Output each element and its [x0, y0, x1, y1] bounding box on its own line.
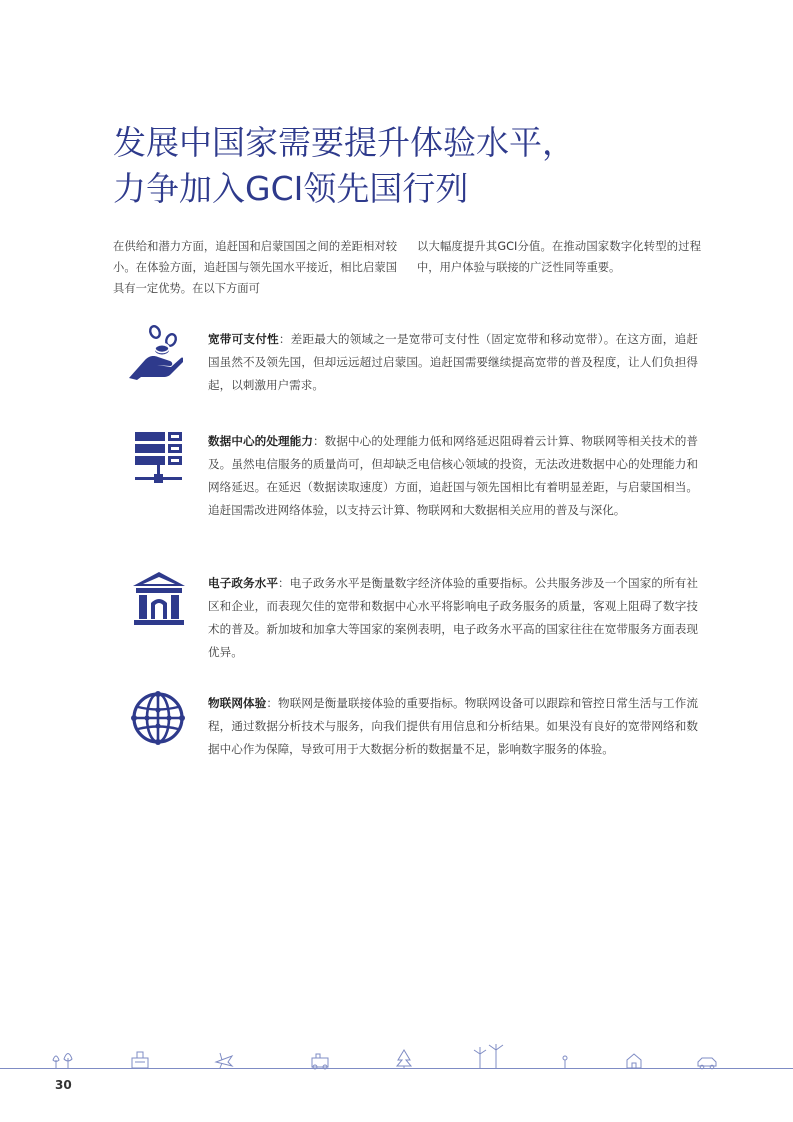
section-heading: 数据中心的处理能力	[208, 434, 314, 448]
title-line-2: 力争加入GCI领先国行列	[113, 169, 469, 208]
person-icon	[563, 1056, 567, 1068]
title-line-1: 发展中国家需要提升体验水平，	[113, 123, 575, 162]
footer-skyline-illustration	[0, 1044, 793, 1070]
section-e-government	[208, 572, 698, 664]
building-icon	[132, 1052, 148, 1068]
wind-turbine-icon	[474, 1044, 503, 1069]
section-broadband-affordability	[208, 328, 698, 397]
section-text: ：电子政务水平是衡量数字经济体验的重要指标。公共服务涉及一个国家的所有社区和企业，而表现欠佳的宽带和数据中心水平将影响电子政务服务的质量，客观上阻碍了数字技术的普及。新加坡和加拿大等国家的案例表明，电子政务水平高的国家往往在宽带服务方面表现优异。	[208, 576, 698, 659]
footer-divider	[0, 1068, 793, 1069]
factory-icon	[312, 1054, 328, 1069]
house-icon	[627, 1054, 641, 1068]
page-number: 30	[55, 1078, 72, 1092]
page-title	[113, 120, 753, 212]
section-heading: 电子政务水平	[208, 576, 279, 590]
hand-coins-icon	[127, 324, 183, 380]
tree-icon	[53, 1054, 72, 1069]
section-text: ：物联网是衡量联接体验的重要指标。物联网设备可以跟踪和管控日常生活与工作流程，通过数据分析技术与服务，向我们提供有用信息和分析结果。如果没有良好的宽带网络和数据中心作为保障，导致可用于大数据分析的数据量不足，影响数字服务的体验。	[208, 696, 698, 756]
section-data-center-processing	[208, 430, 698, 522]
intro-column-left: 在供给和潜力方面，追赶国和启蒙国国之间的差距相对较小。在体验方面，追赶国与领先国水平接近，相比启蒙国具有一定优势。在以下方面可	[113, 240, 397, 295]
section-iot-experience	[208, 692, 698, 761]
intro-column-right: 以大幅度提升其GCI分值。在推动国家数字化转型的过程中，用户体验与联接的广泛性同等重要。	[417, 240, 701, 274]
server-icon	[131, 430, 187, 486]
section-text: ：差距最大的领域之一是宽带可支付性（固定宽带和移动宽带）。在这方面，追赶国虽然不及领先国，但却远远超过启蒙国。追赶国需要继续提高宽带的普及程度，让人们负担得起，以刺激用户需求。	[208, 332, 698, 392]
airplane-icon	[216, 1053, 232, 1068]
pine-tree-icon	[397, 1050, 411, 1069]
section-heading: 物联网体验	[208, 696, 267, 710]
globe-network-icon	[130, 690, 186, 746]
government-building-icon	[131, 571, 187, 627]
section-text: ：数据中心的处理能力低和网络延迟阻碍着云计算、物联网等相关技术的普及。虽然电信服务的质量尚可，但却缺乏电信核心领域的投资，无法改进数据中心的处理能力和网络延迟。在延迟（数据读取速度）方面，追赶国与领先国相比有着明显差距，与启蒙国相当。追赶国需改进网络体验，以支持云计算、物联网和大数据相关应用的普及与深化。	[208, 434, 698, 517]
section-heading: 宽带可支付性	[208, 332, 279, 346]
